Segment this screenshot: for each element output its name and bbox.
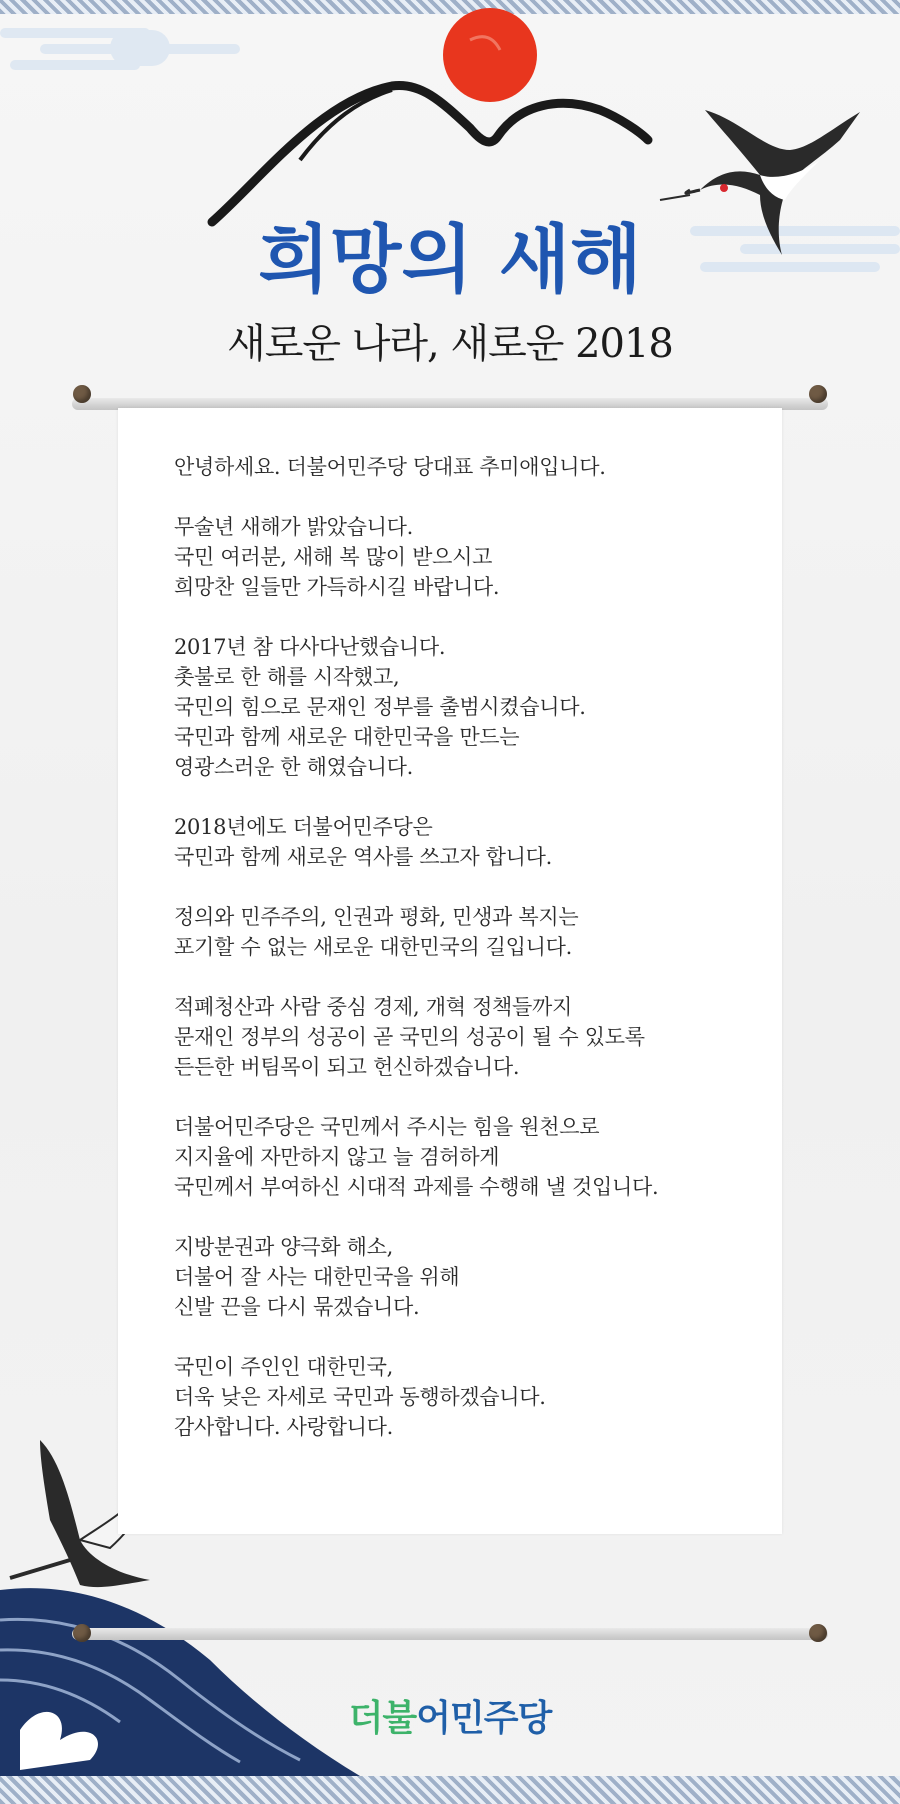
mountain-icon [212,85,648,222]
party-logo-part1: 더불 [348,1698,417,1739]
letter-line: 국민과 함께 새로운 역사를 쓰고자 합니다. [174,845,553,869]
letter-paragraph [174,812,774,872]
wave-icon [0,1588,360,1776]
letter-line: 국민께서 부여하신 시대적 과제를 수행해 낼 것입니다. [174,1175,659,1199]
letter-line: 더불어 잘 사는 대한민국을 위해 [174,1265,460,1289]
letter-line: 지지율에 자만하지 않고 늘 겸허하게 [174,1145,500,1169]
letter-line: 신발 끈을 다시 묶겠습니다. [174,1295,420,1319]
scroll-knob [809,385,827,403]
letter-line: 2018년에도 더불어민주당은 [174,815,433,839]
letter-paragraph [174,1232,774,1322]
letter-line: 국민 여러분, 새해 복 많이 받으시고 [174,545,493,569]
letter-line: 국민이 주인인 대한민국, [174,1355,393,1379]
party-logo-part2: 어민주당 [416,1698,552,1739]
cloud-icon [0,28,240,70]
letter-line: 문재인 정부의 성공이 곧 국민의 성공이 될 수 있도록 [174,1025,645,1049]
letter-paragraph [174,452,774,482]
letter-line: 포기할 수 없는 새로운 대한민국의 길입니다. [174,935,572,959]
title-logo: 희망의 새해 [258,217,642,303]
letter-line: 촛불로 한 해를 시작했고, [174,665,400,689]
letter-body [174,452,774,1472]
letter-paragraph [174,1112,774,1202]
scroll-knob [73,1624,91,1642]
scroll-knob [73,385,91,403]
letter-paragraph [174,512,774,602]
subtitle: 새로운 나라, 새로운 2018 [227,321,673,367]
letter-line: 국민과 함께 새로운 대한민국을 만드는 [174,725,520,749]
letter-line: 지방분권과 양극화 해소, [174,1235,393,1259]
letter-paragraph [174,1352,774,1442]
letter-line: 국민의 힘으로 문재인 정부를 출범시켰습니다. [174,695,586,719]
letter-paragraph [174,992,774,1082]
letter-line: 정의와 민주주의, 인권과 평화, 민생과 복지는 [174,905,579,929]
letter-line: 영광스러운 한 해였습니다. [174,755,413,779]
scroll-knob [809,1624,827,1642]
party-logo [0,1690,900,1741]
letter-paragraph [174,902,774,962]
letter-line: 희망찬 일들만 가득하시길 바랍니다. [174,575,500,599]
letter-line: 더욱 낮은 자세로 국민과 동행하겠습니다. [174,1385,546,1409]
letter-line: 2017년 참 다사다난했습니다. [174,635,446,659]
letter-line: 안녕하세요. 더불어민주당 당대표 추미애입니다. [174,455,606,479]
bottom-pattern-border [0,1776,900,1804]
letter-line: 감사합니다. 사랑합니다. [174,1415,393,1439]
scroll-rod-bottom [72,1628,828,1640]
letter-line: 적폐청산과 사람 중심 경제, 개혁 정책들까지 [174,995,572,1019]
letter-paragraph [174,632,774,782]
sun-icon [443,8,537,102]
letter-line: 무술년 새해가 밝았습니다. [174,515,413,539]
letter-line: 든든한 버팀목이 되고 헌신하겠습니다. [174,1055,520,1079]
letter-line: 더불어민주당은 국민께서 주시는 힘을 원천으로 [174,1115,600,1139]
cloud-icon [690,226,900,272]
